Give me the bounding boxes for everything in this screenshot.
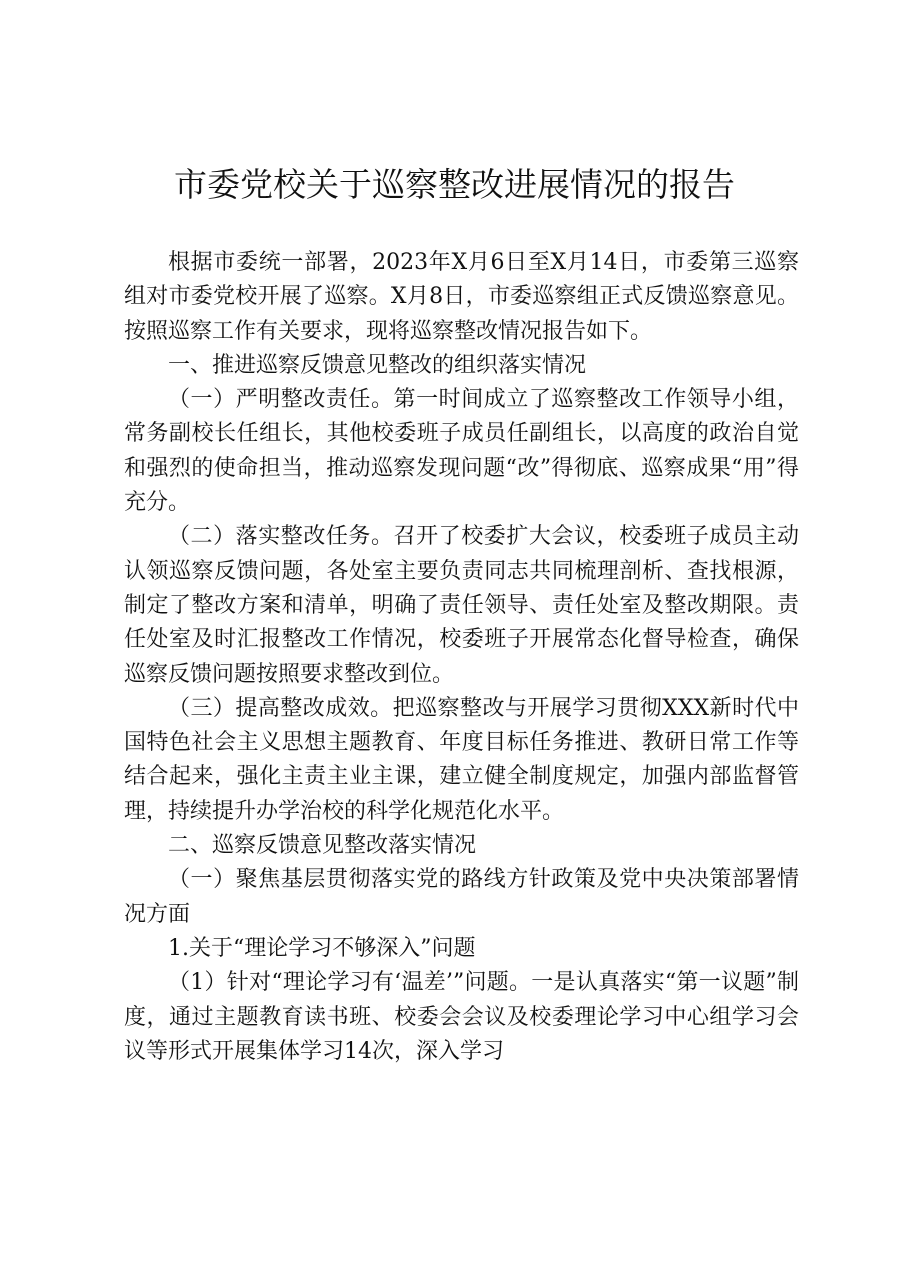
subsection-lead: （三）提高整改成效。 xyxy=(168,695,393,721)
section-heading-2 xyxy=(124,829,799,863)
heading-text: 二、巡察反馈意见整改落实情况 xyxy=(168,833,477,859)
subsection-heading xyxy=(124,863,799,932)
heading-text: 一、推进巡察反馈意见整改的组织落实情况 xyxy=(168,352,587,378)
paragraph-text: 第一时间成立了巡察整改工作领导小组，常务副校长任组长，其他校委班子成员任副组长，以高度的政治自觉和强烈的使命担当，推动巡察发现问题“改”得彻底、巡察成果“用”得充分。 xyxy=(124,387,799,516)
intro-paragraph xyxy=(124,246,799,349)
paragraph-text: 根据市委统一部署，2023年X月6日至X月14日，市委第三巡察组对市委党校开展了巡察。X月8日，市委巡察组正式反馈巡察意见。按照巡察工作有关要求，现将巡察整改情况报告如下。 xyxy=(124,250,799,344)
item-paragraph xyxy=(124,966,799,1069)
document-body xyxy=(124,246,799,1069)
subsection-1-paragraph xyxy=(124,383,799,520)
subsection-lead: （一）严明整改责任。 xyxy=(168,387,394,413)
paragraph-text: （一）聚焦基层贯彻落实党的路线方针政策及党中央决策部署情况方面 xyxy=(124,867,799,927)
subsection-lead: （二）落实整改任务。 xyxy=(168,524,394,550)
paragraph-text: 把巡察整改与开展学习贯彻XXX新时代中国特色社会主义思想主题教育、年度目标任务推进、教研日常工作等结合起来，强化主责主业主课，建立健全制度规定，加强内部监督管理，持续提升办学治校的科学化规范化水平。 xyxy=(124,695,799,824)
item-heading xyxy=(124,932,799,966)
paragraph-text: 1.关于“理论学习不够深入”问题 xyxy=(168,935,476,961)
paragraph-text: 召开了校委扩大会议，校委班子成员主动认领巡察反馈问题，各处室主要负责同志共同梳理剖析、查找根源，制定了整改方案和清单，明确了责任领导、责任处室及整改期限。责任处室及时汇报整改工作情况，校委班子开展常态化督导检查，确保巡察反馈问题按照要求整改到位。 xyxy=(124,524,799,687)
document-title: 市委党校关于巡察整改进展情况的报告 xyxy=(174,165,735,204)
subsection-3-paragraph xyxy=(124,692,799,829)
paragraph-text: （1）针对“理论学习有‘温差’”问题。一是认真落实“第一议题”制度，通过主题教育读书班、校委会会议及校委理论学习中心组学习会议等形式开展集体学习14次，深入学习 xyxy=(124,970,799,1064)
section-heading-1 xyxy=(124,349,799,383)
subsection-2-paragraph xyxy=(124,520,799,691)
